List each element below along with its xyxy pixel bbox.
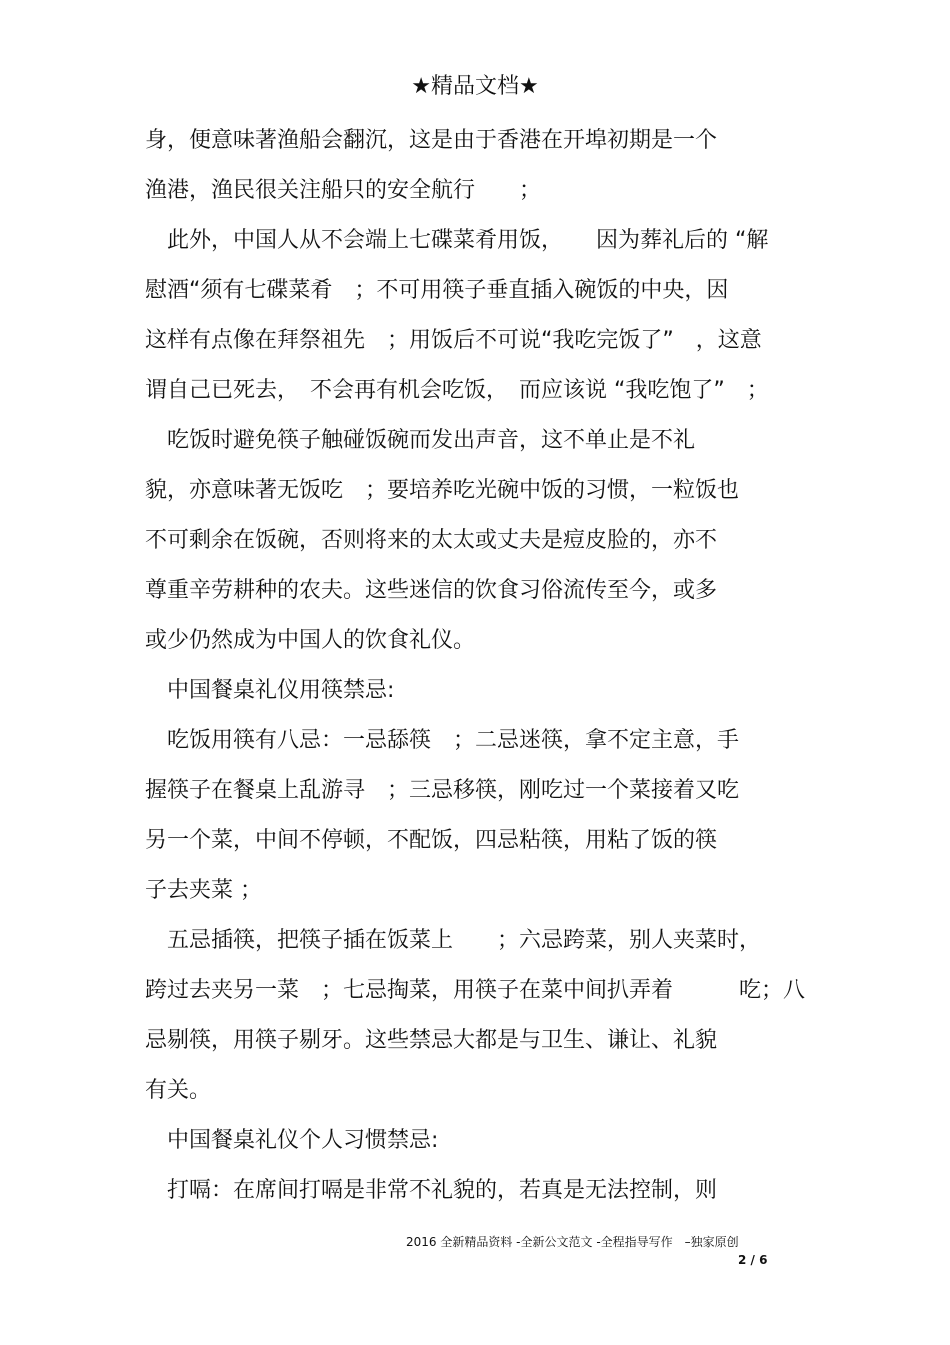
page-header: ★精品文档★ <box>411 74 539 99</box>
body-line: 此外，中国人从不会端上七碟菜肴用饭， 因为葬礼后的 “解 <box>145 228 769 253</box>
body-line: 吃饭时避免筷子触碰饭碗而发出声音，这不单止是不礼 <box>145 428 696 453</box>
section-heading: 中国餐桌礼仪用筷禁忌: <box>145 678 395 703</box>
body-line: 握筷子在餐桌上乱游寻 ；三忌移筷，刚吃过一个菜接着又吃 <box>145 778 740 803</box>
body-line: 吃饭用筷有八忌：一忌舔筷 ；二忌迷筷，拿不定主意，手 <box>145 728 740 753</box>
body-line: 五忌插筷，把筷子插在饭菜上 ；六忌跨菜，别人夹菜时， <box>145 928 762 953</box>
body-line: 另一个菜，中间不停顿，不配饭，四忌粘筷，用粘了饭的筷 <box>145 828 718 853</box>
body-line: 身，便意味著渔船会翻沉，这是由于香港在开埠初期是一个 <box>145 128 718 153</box>
body-line: 有关。 <box>145 1078 212 1103</box>
body-line: 这样有点像在拜祭祖先 ；用饭后不可说“我吃完饭了” ，这意 <box>145 328 762 353</box>
body-line: 不可剩余在饭碗，否则将来的太太或丈夫是痘皮脸的，亦不 <box>145 528 718 553</box>
section-heading: 中国餐桌礼仪个人习惯禁忌: <box>145 1128 439 1153</box>
footer-text: 2016 全新精品资料 -全新公文范文 -全程指导写作 –独家原创 <box>406 1235 739 1249</box>
body-line: 尊重辛劳耕种的农夫。这些迷信的饮食习俗流传至今，或多 <box>145 578 718 603</box>
body-line: 谓自己已死去， 不会再有机会吃饭， 而应该说 “我吃饱了” ； <box>145 378 769 403</box>
body-line: 貌，亦意味著无饭吃 ；要培养吃光碗中饭的习惯，一粒饭也 <box>145 478 740 503</box>
page-number: 2 / 6 <box>738 1253 768 1267</box>
body-line: 渔港，渔民很关注船只的安全航行 ； <box>145 178 542 203</box>
body-line: 子去夹菜 ； <box>145 878 262 903</box>
body-line: 或少仍然成为中国人的饮食礼仪。 <box>145 628 476 653</box>
body-line: 打嗝：在席间打嗝是非常不礼貌的，若真是无法控制，则 <box>145 1178 718 1203</box>
body-line: 跨过去夹另一菜 ；七忌掏菜，用筷子在菜中间扒弄着 吃；八 <box>145 978 806 1003</box>
body-line: 忌剔筷，用筷子剔牙。这些禁忌大都是与卫生、谦让、礼貌 <box>145 1028 718 1053</box>
body-line: 慰酒“须有七碟菜肴 ；不可用筷子垂直插入碗饭的中央，因 <box>145 278 729 303</box>
